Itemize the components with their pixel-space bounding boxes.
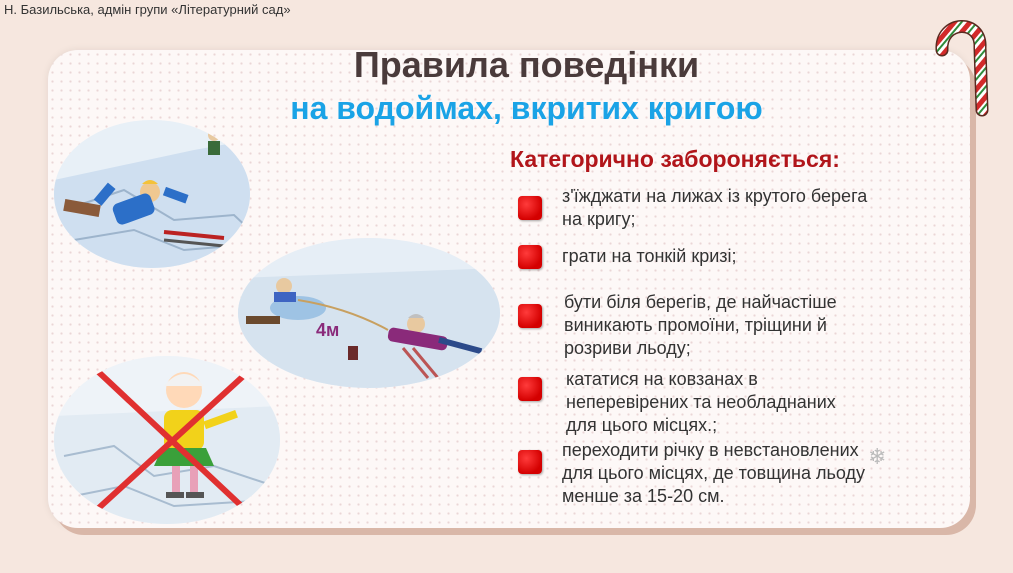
rule-line: виникають промоїни, тріщини й bbox=[564, 315, 827, 335]
rule-line: з'їжджати на лижах із крутого берега bbox=[562, 186, 868, 206]
candy-cane-icon bbox=[930, 10, 994, 120]
rule-line: переходити річку в невстановлених bbox=[562, 440, 859, 460]
rule-line: неперевірених та необладнаних bbox=[566, 392, 836, 412]
bullet-icon bbox=[518, 245, 542, 269]
bullet-icon bbox=[518, 304, 542, 328]
rule-line: бути біля берегів, де найчастіше bbox=[564, 292, 837, 312]
slide-title: Правила поведінки bbox=[353, 44, 700, 85]
distance-label: 4м bbox=[316, 320, 340, 340]
author-caption: Н. Базильська, адмін групи «Літературний сад» bbox=[4, 2, 291, 17]
rule-item bbox=[566, 368, 836, 437]
snowflake-icon: ❄ bbox=[868, 444, 887, 469]
bullet-icon bbox=[518, 196, 542, 220]
rule-item bbox=[562, 185, 867, 231]
rule-line: грати на тонкій кризі; bbox=[562, 246, 737, 266]
rule-line: на кригу; bbox=[562, 209, 636, 229]
image-sled-accident bbox=[54, 120, 250, 268]
rule-item bbox=[564, 291, 837, 360]
rule-line: для цього місцях.; bbox=[566, 415, 718, 435]
rule-line: розриви льоду; bbox=[564, 338, 691, 358]
rule-item bbox=[562, 439, 865, 508]
rule-line: менше за 15-20 см. bbox=[562, 486, 725, 506]
image-skating-crossed bbox=[54, 356, 280, 524]
bullet-icon bbox=[518, 377, 542, 401]
slide-subtitle-blue: на водоймах, вкритих кригою bbox=[290, 90, 763, 126]
forbidden-heading: Категорично забороняється: bbox=[510, 146, 840, 172]
bullet-icon bbox=[518, 450, 542, 474]
rule-line: для цього місцях, де товщина льоду bbox=[562, 463, 866, 483]
rule-item bbox=[562, 245, 737, 268]
rule-line: кататися на ковзанах в bbox=[566, 369, 758, 389]
